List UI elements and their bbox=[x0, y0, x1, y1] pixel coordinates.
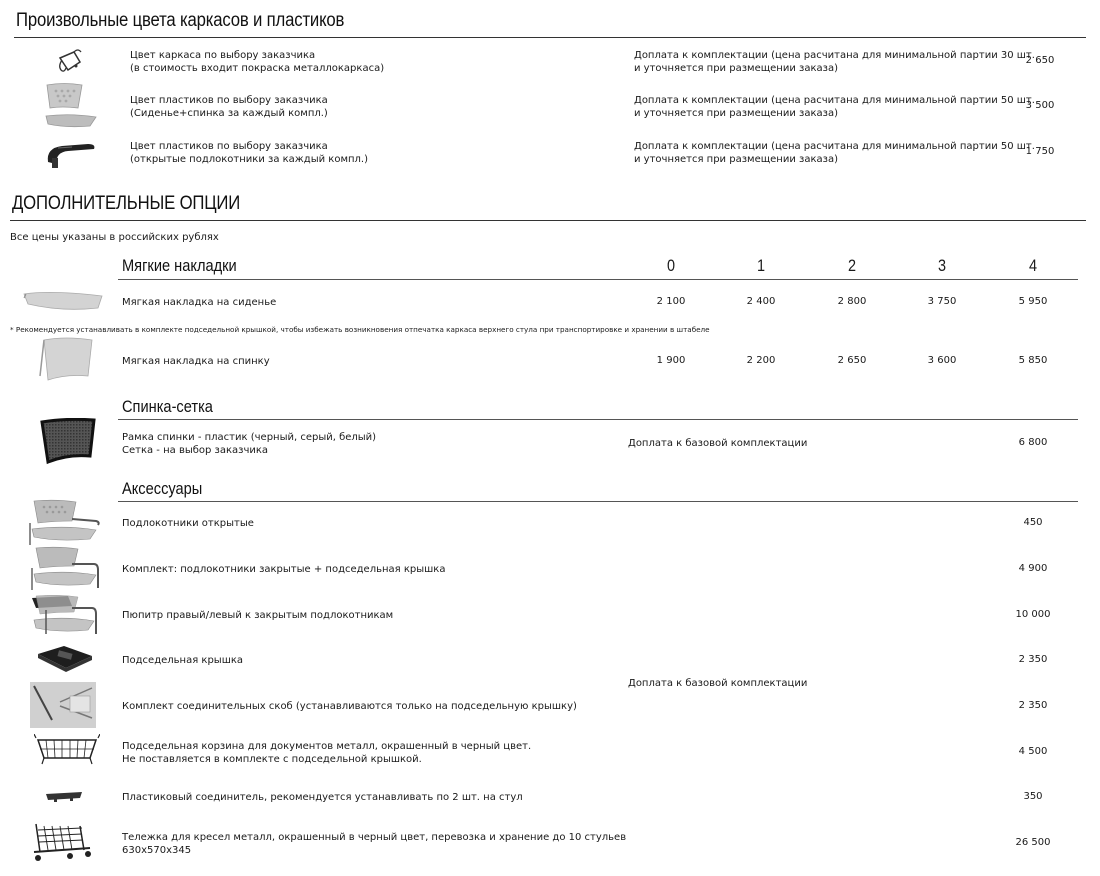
soft-row-label: Мягкая накладка на спинку bbox=[122, 356, 270, 367]
accessory-label: Комплект соединительных скоб (устанавливаются только на подседельную крышку) bbox=[122, 701, 577, 712]
row-price: 2 650 bbox=[1025, 55, 1055, 66]
accessory-price: 4 500 bbox=[1018, 746, 1048, 757]
frame-color-icon bbox=[54, 46, 86, 76]
column-header: 0 bbox=[666, 256, 676, 275]
accessory-price: 350 bbox=[1023, 791, 1043, 802]
soft-price: 3 600 bbox=[927, 355, 957, 366]
chair-trolley-icon bbox=[30, 822, 98, 864]
soft-footnote: * Рекомендуется устанавливать в комплекте подседельной крышкой, чтобы избежать возникновения отпечатка каркаса верхнего стула при транспортировке и хранении в штабеле bbox=[10, 325, 710, 334]
soft-price: 3 750 bbox=[927, 296, 957, 307]
accessory-price: 450 bbox=[1023, 517, 1043, 528]
row-note: Доплата к комплектации (цена расчитана для минимальной партии 50 шт. и уточняется при размещении заказа) bbox=[634, 141, 1035, 165]
accessory-label: Пюпитр правый/левый к закрытым подлокотникам bbox=[122, 610, 394, 621]
subsection-divider bbox=[118, 279, 1078, 280]
row-note: Доплата к комплектации (цена расчитана для минимальной партии 50 шт. и уточняется при размещении заказа) bbox=[634, 95, 1035, 119]
armrest-icon bbox=[42, 136, 98, 170]
soft-price: 2 100 bbox=[656, 296, 686, 307]
seat-pad-icon bbox=[22, 288, 106, 314]
section-divider bbox=[14, 37, 1086, 38]
section-title-options: ДОПОЛНИТЕЛЬНЫЕ ОПЦИИ bbox=[12, 193, 241, 214]
soft-price: 2 400 bbox=[746, 296, 776, 307]
connecting-brackets-icon bbox=[30, 682, 96, 728]
mesh-note: Доплата к базовой комплектации bbox=[628, 438, 808, 449]
chair-open-armrests-icon bbox=[26, 499, 102, 545]
row-desc: Цвет пластиков по выбору заказчика (открытые подлокотники за каждый компл.) bbox=[130, 141, 368, 165]
column-header: 2 bbox=[847, 256, 857, 275]
accessory-label: Подседельная крышка bbox=[122, 655, 244, 666]
plastic-connector-icon bbox=[44, 790, 84, 804]
column-header: 3 bbox=[937, 256, 947, 275]
mesh-back-icon bbox=[40, 418, 96, 466]
document-basket-icon bbox=[34, 734, 100, 766]
row-note: Доплата к комплектации (цена расчитана для минимальной партии 30 шт. и уточняется при размещении заказа) bbox=[634, 50, 1035, 74]
subsection-title-mesh-back: Спинка-сетка bbox=[122, 397, 213, 416]
soft-row-label: Мягкая накладка на сиденье bbox=[122, 297, 277, 308]
plastic-seat-back-icon bbox=[42, 82, 98, 128]
currency-note: Все цены указаны в российских рублях bbox=[10, 232, 219, 243]
soft-price: 5 850 bbox=[1018, 355, 1048, 366]
subsection-title-soft-pads: Мягкие накладки bbox=[122, 256, 237, 275]
section-divider bbox=[10, 220, 1086, 221]
accessory-label: Комплект: подлокотники закрытые + подседельная крышка bbox=[122, 564, 446, 575]
accessory-label: Пластиковый соединитель, рекомендуется устанавливать по 2 шт. на стул bbox=[122, 792, 523, 803]
accessories-note: Доплата к базовой комплектации bbox=[628, 678, 808, 689]
row-price: 1 750 bbox=[1025, 146, 1055, 157]
accessory-price: 2 350 bbox=[1018, 654, 1048, 665]
row-price: 3 500 bbox=[1025, 100, 1055, 111]
row-desc: Цвет каркаса по выбору заказчика (в стоимость входит покраска металлокаркаса) bbox=[130, 50, 385, 74]
accessory-price: 2 350 bbox=[1018, 700, 1048, 711]
accessory-label: Подседельная корзина для документов металл, окрашенный в черный цвет. Не поставляется в комплекте с подседельной крышкой. bbox=[122, 741, 532, 765]
accessory-price: 26 500 bbox=[1015, 837, 1051, 848]
under-seat-cover-icon bbox=[34, 642, 96, 674]
accessory-price: 10 000 bbox=[1015, 609, 1051, 620]
writing-tablet-icon bbox=[28, 594, 100, 636]
subsection-title-accessories: Аксессуары bbox=[122, 479, 203, 498]
soft-price: 2 200 bbox=[746, 355, 776, 366]
chair-closed-armrests-icon bbox=[28, 546, 102, 590]
column-header: 4 bbox=[1028, 256, 1038, 275]
subsection-divider bbox=[118, 419, 1078, 420]
accessory-label: Тележка для кресел металл, окрашенный в черный цвет, перевозка и хранение до 10 стульев 630x570x345 bbox=[122, 832, 627, 856]
soft-price: 1 900 bbox=[656, 355, 686, 366]
soft-price: 5 950 bbox=[1018, 296, 1048, 307]
row-desc: Цвет пластиков по выбору заказчика (Сиденье+спинка за каждый компл.) bbox=[130, 95, 328, 119]
mesh-desc: Рамка спинки - пластик (черный, серый, белый) Сетка - на выбор заказчика bbox=[122, 432, 377, 456]
subsection-divider bbox=[118, 501, 1078, 502]
accessory-label: Подлокотники открытые bbox=[122, 518, 254, 529]
back-pad-icon bbox=[38, 336, 96, 384]
column-header: 1 bbox=[756, 256, 766, 275]
soft-price: 2 650 bbox=[837, 355, 867, 366]
soft-price: 2 800 bbox=[837, 296, 867, 307]
accessory-price: 4 900 bbox=[1018, 563, 1048, 574]
mesh-price: 6 800 bbox=[1018, 437, 1048, 448]
section-title-custom-colors: Произвольные цвета каркасов и пластиков bbox=[16, 10, 345, 31]
